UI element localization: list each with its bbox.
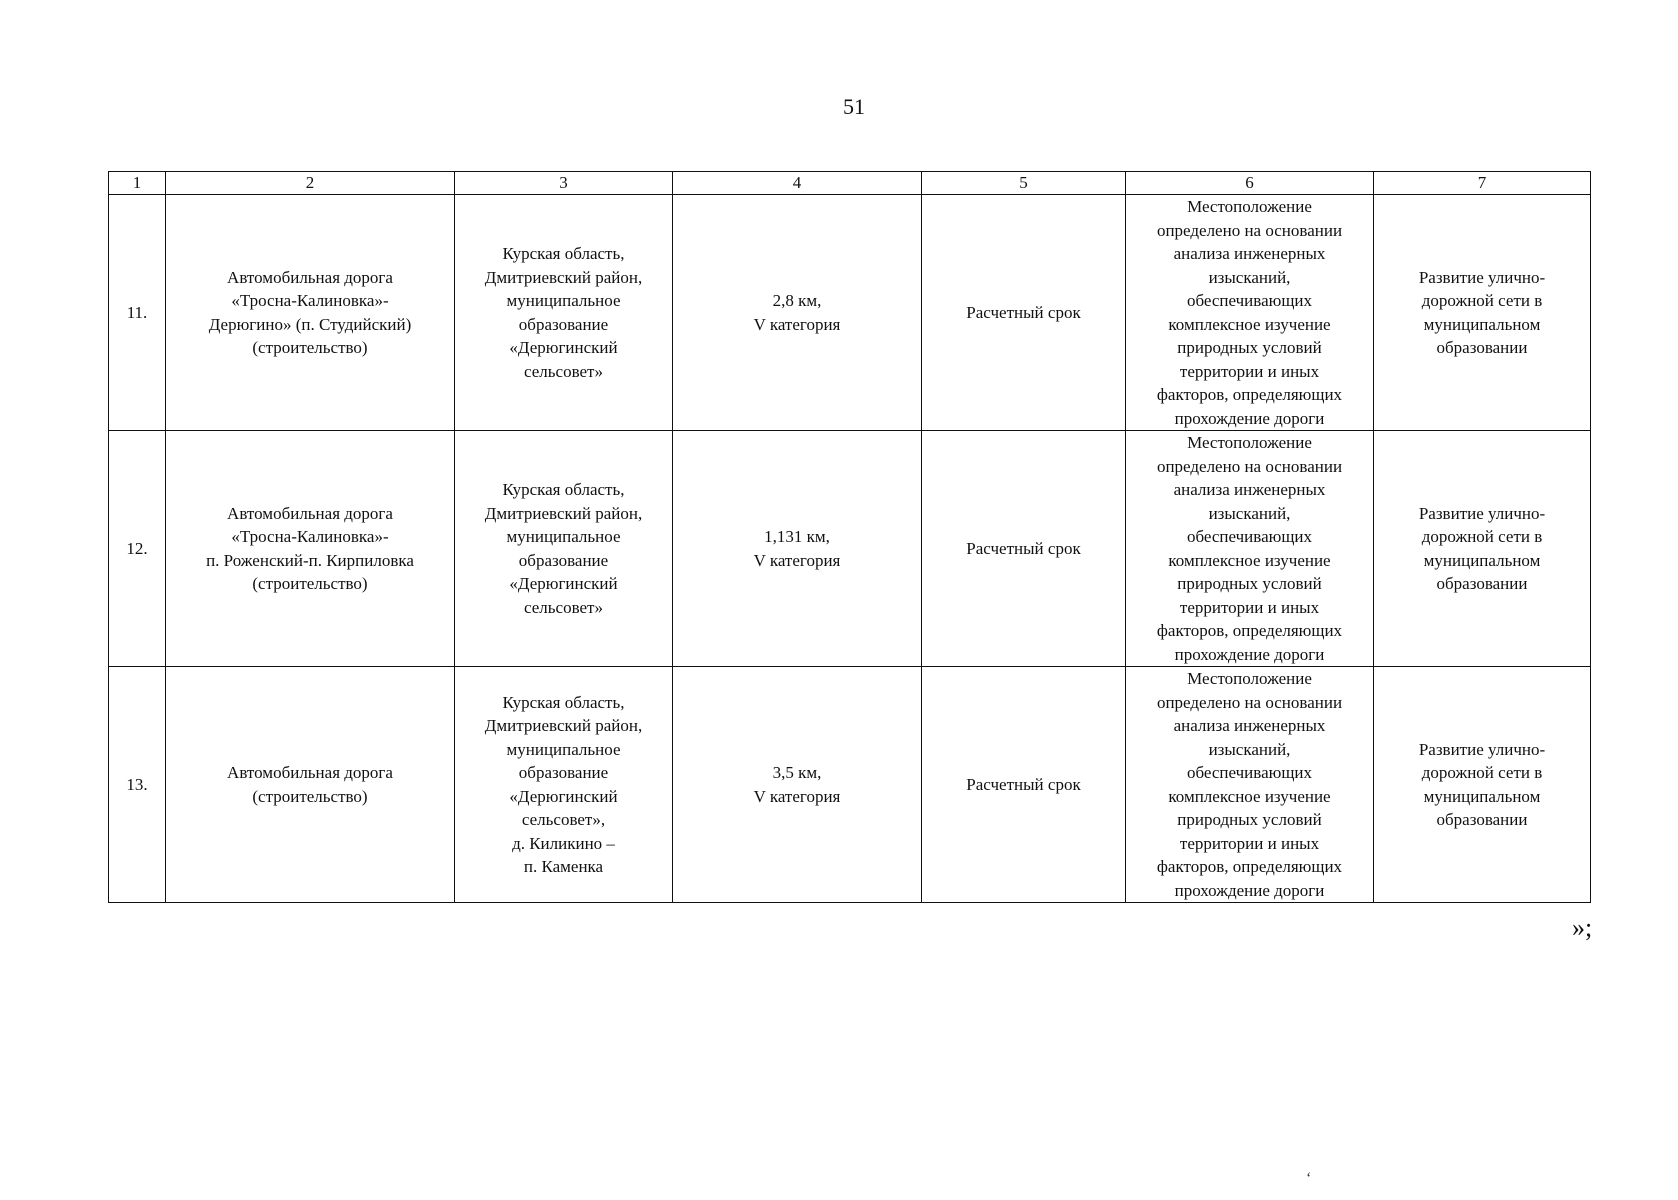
row-number: 13. — [109, 667, 166, 903]
column-header-2: 2 — [166, 172, 455, 195]
closing-quote-mark: »; — [1572, 913, 1593, 942]
column-header-3: 3 — [455, 172, 673, 195]
column-header-4: 4 — [673, 172, 922, 195]
column-header-5: 5 — [922, 172, 1126, 195]
purpose: Развитие улично- дорожной сети в муниципальном образовании — [1374, 195, 1591, 431]
purpose: Развитие улично- дорожной сети в муниципальном образовании — [1374, 431, 1591, 667]
implementation-term: Расчетный срок — [922, 431, 1126, 667]
location-basis: Местоположение определено на основании анализа инженерных изысканий, обеспечивающих комплексное изучение природных условий территории и иных факторов, определяющих прохождение дороги — [1126, 431, 1374, 667]
road-name: Автомобильная дорога «Тросна-Калиновка»- п. Роженский-п. Кирпиловка (строительство) — [166, 431, 455, 667]
table-row — [109, 431, 1591, 667]
planning-table — [108, 171, 1591, 903]
road-length: 2,8 км, V категория — [673, 195, 922, 431]
column-header-1: 1 — [109, 172, 166, 195]
road-name: Автомобильная дорога «Тросна-Калиновка»- Дерюгино» (п. Студийский) (строительство) — [166, 195, 455, 431]
table-row — [109, 667, 1591, 903]
road-length: 3,5 км, V категория — [673, 667, 922, 903]
location-basis: Местоположение определено на основании анализа инженерных изысканий, обеспечивающих комплексное изучение природных условий территории и иных факторов, определяющих прохождение дороги — [1126, 667, 1374, 903]
page-number: 51 — [843, 94, 865, 119]
road-length: 1,131 км, V категория — [673, 431, 922, 667]
row-number: 11. — [109, 195, 166, 431]
table-row — [109, 195, 1591, 431]
road-location: Курская область, Дмитриевский район, муниципальное образование «Дерюгинский сельсовет» — [455, 431, 673, 667]
implementation-term: Расчетный срок — [922, 195, 1126, 431]
implementation-term: Расчетный срок — [922, 667, 1126, 903]
road-location: Курская область, Дмитриевский район, муниципальное образование «Дерюгинский сельсовет», д. Киликино – п. Каменка — [455, 667, 673, 903]
purpose: Развитие улично- дорожной сети в муниципальном образовании — [1374, 667, 1591, 903]
row-number: 12. — [109, 431, 166, 667]
column-header-7: 7 — [1374, 172, 1591, 195]
road-location: Курская область, Дмитриевский район, муниципальное образование «Дерюгинский сельсовет» — [455, 195, 673, 431]
road-name: Автомобильная дорога (строительство) — [166, 667, 455, 903]
stray-scan-mark: ‘ — [1306, 1170, 1312, 1187]
location-basis: Местоположение определено на основании анализа инженерных изысканий, обеспечивающих комплексное изучение природных условий территории и иных факторов, определяющих прохождение дороги — [1126, 195, 1374, 431]
column-header-6: 6 — [1126, 172, 1374, 195]
header-row — [109, 172, 1591, 195]
